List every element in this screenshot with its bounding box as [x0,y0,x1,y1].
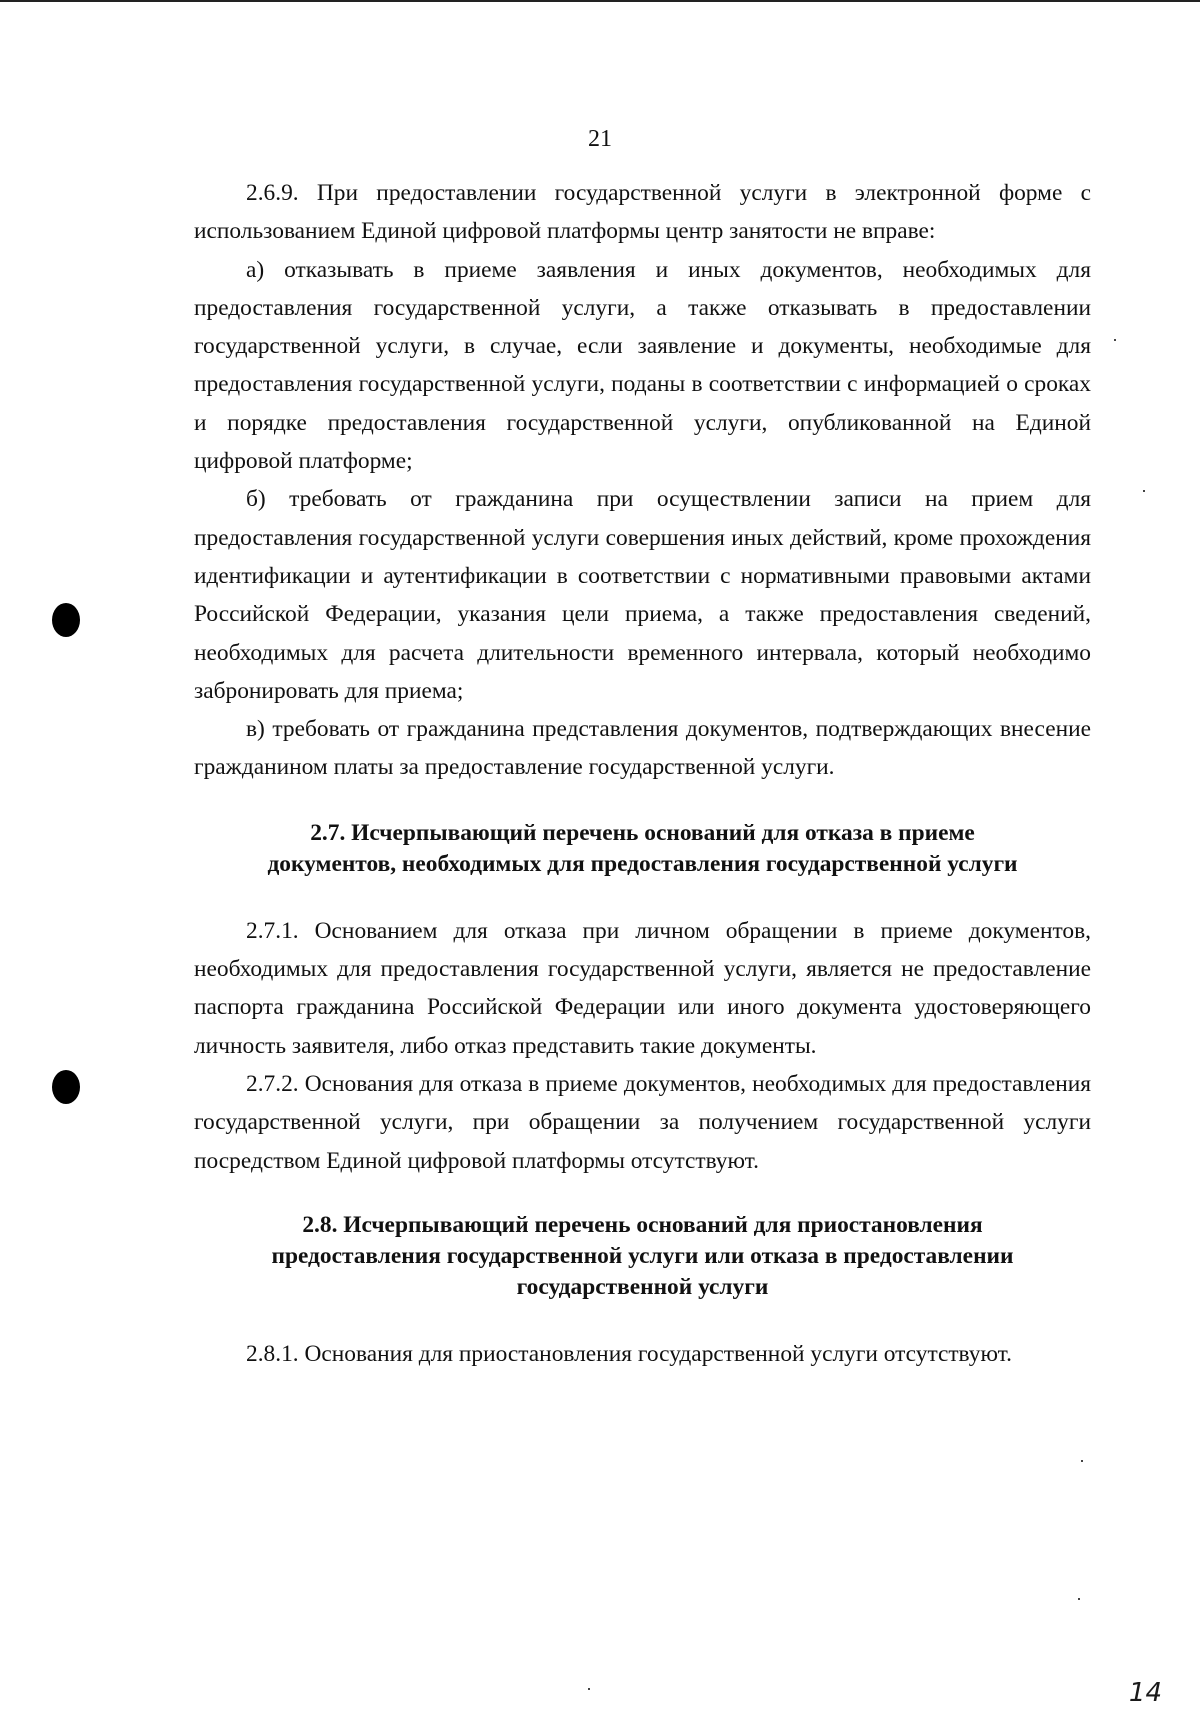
punch-hole-mark [52,603,80,637]
punch-hole-mark [52,1070,80,1104]
paragraph-2-7-1: 2.7.1. Основанием для отказа при личном обращении в приеме документов, необходимых для предоставления государственной услуги, является не предоставление паспорта гражданина Российской Федерации или иного документа удостоверяющего личность заявителя, либо отказ представить такие документы. [194,917,1091,1059]
scan-speck [1143,490,1145,492]
paragraph-2-6-9: 2.6.9. При предоставлении государственной услуги в электронной форме с использованием Единой цифровой платформы центр занятости не вправе: [194,180,1091,245]
heading-line: государственной услуги [516,1273,769,1300]
scan-speck [588,1688,590,1690]
scan-speck [1078,1598,1080,1600]
scan-speck [1114,339,1116,341]
paragraph-2-8-1: 2.8.1. Основания для приостановления государственной услуги отсутствуют. [246,1340,1012,1367]
section-heading-2-8 [194,1210,1091,1303]
page-number: 21 [588,126,612,152]
section-heading-2-7 [194,818,1091,880]
paragraph-2-6-9-v: в) требовать от гражданина представления документов, подтверждающих внесение гражданином платы за предоставление государственной услуги. [194,716,1091,781]
heading-line: 2.8. Исчерпывающий перечень оснований для приостановления [302,1211,983,1238]
paragraph-2-7-2: 2.7.2. Основания для отказа в приеме документов, необходимых для предоставления государственной услуги, при обращении за получением государственной услуги посредством Единой цифровой платформы отсутствуют. [194,1070,1091,1174]
paragraph-2-6-9-a: а) отказывать в приеме заявления и иных документов, необходимых для предоставления государственной услуги, а также отказывать в предоставлении государственной услуги, в случае, если заявление и документы, необходимые для предоставления государственной услуги, поданы в соответствии с информацией о сроках и порядке предоставления государственной услуги, опубликованной на Единой цифровой платформе; [194,256,1091,475]
scan-speck [1081,1460,1083,1462]
handwritten-page-mark: 14 [1128,1678,1162,1708]
heading-line: документов, необходимых для предоставления государственной услуги [267,850,1018,877]
heading-line: 2.7. Исчерпывающий перечень оснований для отказа в приеме [310,819,975,846]
heading-line: предоставления государственной услуги или отказа в предоставлении [271,1242,1014,1269]
scan-top-edge [0,0,1200,2]
document-body [194,174,1091,1373]
paragraph-2-6-9-b: б) требовать от гражданина при осуществлении записи на прием для предоставления государственной услуги совершения иных действий, кроме прохождения идентификации и аутентификации в соответствии с нормативными правовыми актами Российской Федерации, указания цели приема, а также предоставления сведений, необходимых для расчета длительности временного интервала, который необходимо забронировать для приема; [194,486,1091,704]
